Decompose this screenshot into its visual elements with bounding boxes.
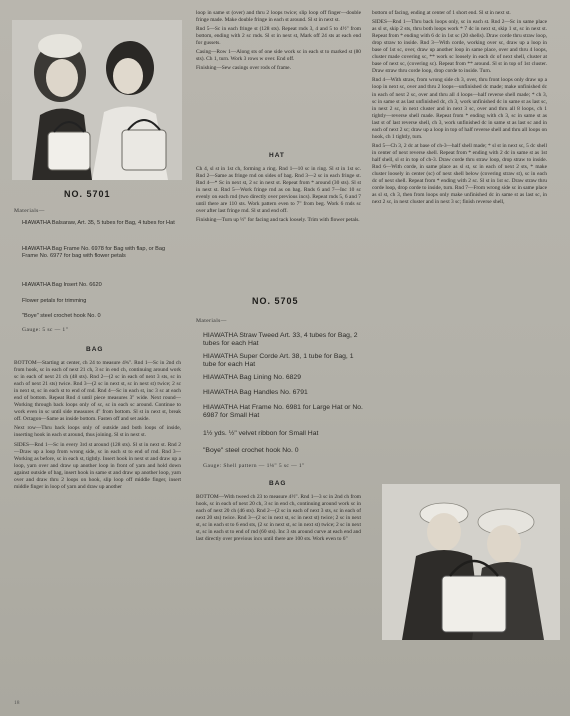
pattern-number-5705: NO. 5705 bbox=[252, 296, 299, 306]
paragraph: Finishing—Turn up ½" for facing and tack loosely. Trim with flower petals. bbox=[196, 217, 360, 224]
paragraph: bottom of facing, ending at center of 1 short end. Sl st in next st. bbox=[372, 10, 511, 16]
material-5701-1: HIAWATHA Balsaraw, Art. 35, 5 tubes for Bag, 4 tubes for Hat bbox=[22, 220, 175, 226]
material-5701-4: Flower petals for trimming bbox=[22, 298, 87, 304]
paragraph: Next row—Thru back loops only of outside and both loops of inside, inserting hook in each st around, thus joining. Sl st in next st. bbox=[14, 425, 181, 439]
material-5705-4: HIAWATHA Bag Handles No. 6791 bbox=[203, 389, 308, 396]
paragraph: Ch 4, sl st in 1st ch, forming a ring. Rnd 1—10 sc in ring. Sl st in 1st sc. Rnd 2—Same as fringe rnd on sides of bag. Rnd 3—2 sc in each fringe st. Rnd 4—* Sc in next st, 2 sc in next st. Repeat from * around (30 sts). Sl st in next st. Rnd 5—Work fringe rnd as on bag. Rnds 6 and 7—Inc 10 sc evenly on each rnd (two directly over previous incs). Repeat rnds 5, 6 and 7 until there are 110 sts. Work pattern even to 7" from beg. Work 6 rnds sc over after last fringe rnd. Sl st and end off. bbox=[196, 166, 361, 215]
material-5705-2: HIAWATHA Super Corde Art. 38, 1 tube for Bag, 1 tube for each Hat bbox=[203, 353, 354, 369]
bag-heading-5705: BAG bbox=[269, 480, 287, 487]
photo-5701 bbox=[12, 20, 182, 180]
bag-instructions-5701 bbox=[14, 360, 181, 685]
paragraph: SIDES—Rnd 1—Thru back loops only, sc in each st. Rnd 2—Sc in same place as sl st, skip 2 sts, thru both loops work * 7 dc in next st, skip 1 st, sc in next st. Repeat from * ending with 6 dc in 1st sc (20 shells). Draw corde thru straw loop, drop straw to inside. Rnd 3—With corde, working over sc, draw up a loop in base of 1st sc, over, draw up another loop in same place, over and thru 4 loops, cluster made covering sc, ** work sc loosely in each dc of next shell, cluster at base of next sc, (covering sc). Repeat from ** around. Sl st in top of 1st cluster. Draw straw thru corde loop, drop corde to inside. Turn. bbox=[372, 19, 547, 75]
bag-heading-5701: BAG bbox=[86, 346, 104, 353]
paragraph: BOTTOM—With tweed ch 23 to measure 4½". Rnd 1—3 sc in 2nd ch from hook, sc in each of next 20 ch, 3 sc in end ch, continuing around work sc in each of next 20 ch (46 sts). Rnd 2—(2 sc in each of next 3 sts, sc in each of next 20 sts) twice. Rnd 3—(2 sc in next st, sc in next st) twice; 2 sc in next st, sc in each st to 6 end sts, (2 sc in next st, sc in next st) twice; 2 sc in next st, sc in each st to end of rnd (60 sts). Inc 3 sts around curve at each end and last directly over previous incs until there are 100 sts. Work even to 6" bbox=[196, 494, 361, 543]
paragraph: BOTTOM—Starting at center, ch 24 to measure 4¾". Rnd 1—Sc in 2nd ch from hook, sc in each of next 21 ch, 3 sc in end ch, continuing around work sc in each of next 21 ch (48 sts). Rnd 2—(2 sc in each of next 3 sts, sc in each of next 21 sts) twice. Rnd 3—(2 sc in next st, sc in next st) twice; 2 sc in next st, sc in each st to end of rnd. Rnd 4—Sc in each st, inc 3 sc at each end of bottom. Repeat Rnd 4 until piece measures 3" wide. Next round—Working through back loops only of sc, sc in each sc around. Continue to work even in sc until side measures 4" from bottom. Sl st in next st, break off. Octagon—Same as inside bottom. Fasten off and set aside. bbox=[14, 360, 181, 423]
photo-5701-illustration bbox=[12, 20, 182, 180]
paragraph: Rnd 5—Ch 3, 2 dc at base of ch-3—half shell made; * sl st in next sc, 5 dc shell in center of next reverse shell. Repeat from * ending with 2 dc in same st as 1st half shell, sl st in top of ch-3. Draw corde thru straw loop, drop straw to inside. Rnd 6—With corde, in same place as sl st, sc in each of next 2 sts, * make cluster loosely in center (sc) of next shell below (covering straw st), sc in each dc of next shell. Repeat from * ending with 2 sc. Sl st in 1st sc. Draw straw thru corde loop, drop corde to inside, turn. Rnd 7—From wrong side sc in same place as sl st, ch 3, then from loops only make unfinished dc in same st as last sc, in next 2 sc, in next cluster and in next 3 sc; finish reverse shell, bbox=[372, 142, 547, 206]
material-5705-7: "Boye" steel crochet hook No. 0 bbox=[203, 447, 299, 454]
material-5705-3: HIAWATHA Bag Lining No. 6829 bbox=[203, 374, 301, 381]
paragraph: Casing—Row 1—Along sts of one side work sc in each st to marked st (80 sts). Ch 1, turn. Work 3 rows w over. End off. bbox=[196, 49, 361, 63]
paragraph: Finishing—Sew casings over rods of frame. bbox=[196, 65, 291, 72]
material-5705-6: 1½ yds. ½" velvet ribbon for Small Hat bbox=[203, 430, 319, 437]
material-5705-1: HIAWATHA Straw Tweed Art. 33, 4 tubes for Bag, 2 tubes for each Hat bbox=[203, 332, 358, 348]
materials-label-5705: Materials— bbox=[196, 318, 227, 324]
paragraph: Rnd 5—Sc in each fringe st (128 sts). Repeat rnds 3, 4 and 5 to 4½" from bottom, ending with 2 sc rnds. Sl st in next st, Mark off 24 sts at each end for gussets. bbox=[196, 26, 361, 47]
bag-continued-5705 bbox=[372, 10, 547, 440]
material-5701-2: HIAWATHA Bag Frame No. 6978 for Bag with flap, or Bag Frame No. 6977 for bag with flower petals bbox=[22, 246, 166, 260]
paragraph: SIDES—Rnd 1—Sc in every 3rd st around (128 sts). Sl st in next st. Rnd 2—Draw up a loop from wrong side, sc in each st to end of rnd. Rnd 3—Working as before, sc in each st, tightly. Insert hook in next st and draw up a loop, yarn over and draw up another loop in front of yarn and hold down against outside of bag, insert hook in same st and draw up another loop, yarn over and draw thru 2 loops on hook, slip loop off middle finger, insert middle finger in loop of yarn and draw up another bbox=[14, 441, 181, 490]
gauge-5705: Gauge: Shell pattern — 1⅛" 5 sc — 1" bbox=[203, 463, 305, 469]
paragraph: loop in same st (over) and thru 2 loops twice; slip loop off finger—double fringe made. Make double fringe in each st around. Sl st in next st. bbox=[196, 10, 361, 24]
material-5705-5: HIAWATHA Hat Frame No. 6981 for Large Hat or No. 6987 for Small Hat bbox=[203, 404, 363, 420]
material-5701-3: HIAWATHA Bag Insert No. 6620 bbox=[22, 282, 102, 288]
page-number: 18 bbox=[14, 700, 20, 706]
photo-5705 bbox=[382, 484, 560, 640]
hat-instructions-5701 bbox=[196, 166, 361, 281]
hat-heading-5701: HAT bbox=[269, 152, 285, 159]
photo-5705-illustration bbox=[382, 484, 560, 640]
gauge-5701: Gauge: 5 sc — 1" bbox=[22, 327, 69, 333]
material-5701-5: "Boye" steel crochet hook No. 0 bbox=[22, 313, 101, 319]
pattern-number-5701: NO. 5701 bbox=[64, 189, 111, 199]
bag-instructions-5705 bbox=[196, 494, 361, 594]
paragraph: Rnd 4—With straw, from wrong side ch 3, over, thru front loops only draw up a loop in next sc, over and thru 2 loops—unfinished dc made; make unfinished dc in each of next 2 sc, over and thru all 4 loops—half reverse shell made; * ch 3, sc in same st as last unfinished dc, ch 3, work unfinished dc in same st as last sc, in next 2 sc, in next cluster and in next 3 sc, over and thru all 8 loops, ch 1 tightly—reverse shell made. Repeat from * ending with ch 3, sc in same st as last st of last reverse shell, ch 3, work unfinished dc in same st as last sc and in each of next 2 sc; draw up a loop in top of half reverse shell and thru all loops on hook, ch 1 tightly, turn. bbox=[372, 77, 547, 140]
bag-continued-5701 bbox=[196, 10, 361, 146]
materials-label-5701: Materials— bbox=[14, 208, 45, 214]
